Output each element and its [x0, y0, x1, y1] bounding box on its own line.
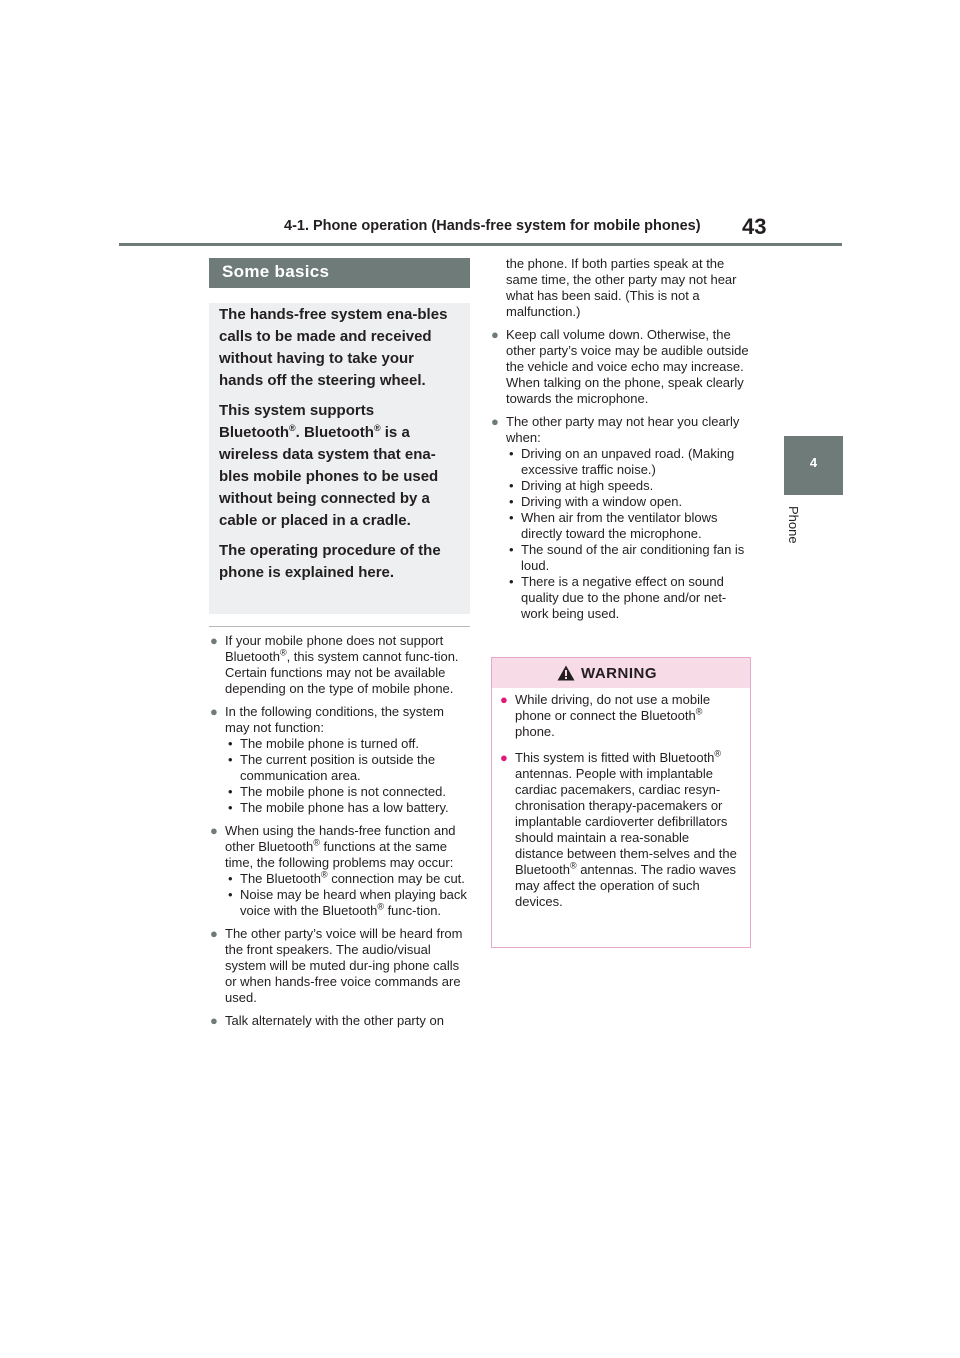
bullet-circle-icon: ●: [210, 1013, 218, 1028]
note-text: the phone. If both parties speak at the same time, the other party may not hear what has been said. (This is not a malfunction.): [506, 256, 737, 319]
note-text: In the following conditions, the system may not function:: [225, 704, 444, 735]
note-sub-item: • The Bluetooth® connection may be cut.: [228, 869, 465, 886]
intro-paragraph: Bluetooth®. Bluetooth® is a wireless data system that ena-bles mobile phones to be used without being connected by a cable or placed in a cradle.: [219, 423, 439, 529]
page-number: 43: [742, 214, 767, 239]
section-title: Some basics: [222, 262, 330, 281]
chapter-tab[interactable]: [784, 436, 843, 495]
note-sub-item: • Driving with a window open.: [509, 494, 683, 509]
note-sub-item: • Noise may be heard when playing back voice with the Bluetooth® func-tion.: [228, 887, 467, 918]
note-sub-item: • The current position is outside the communication area.: [228, 752, 436, 783]
note-item: [491, 327, 753, 407]
warning-title: WARNING: [581, 665, 657, 682]
bullet-circle-icon: ●: [500, 750, 508, 765]
intro-paragraph: The operating procedure of the phone is explained here.: [219, 542, 441, 581]
intro-box: [209, 303, 470, 614]
intro-divider: [209, 626, 470, 627]
note-sub-item: • The mobile phone has a low battery.: [228, 800, 449, 815]
warning-item: [500, 750, 740, 910]
intro-paragraph: The hands-free system ena-bles calls to be made and received without having to take your hands off the steering wheel.: [219, 306, 448, 389]
warning-box: [491, 657, 751, 948]
intro-paragraph: This system supports: [219, 402, 375, 419]
notes-column-right: [491, 256, 753, 629]
note-item: [210, 1013, 472, 1029]
chapter-label: Phone: [786, 506, 801, 544]
warning-item: [500, 692, 740, 740]
note-item: [210, 633, 472, 697]
note-sub-item: • The mobile phone is turned off.: [228, 736, 419, 751]
section-heading-bar: [209, 258, 470, 288]
chapter-number: 4: [809, 455, 818, 470]
bullet-circle-icon: ●: [210, 704, 218, 719]
bullet-circle-icon: ●: [210, 633, 218, 648]
note-sub-item: • There is a negative effect on sound quality due to the phone and/or net-work being used.: [509, 574, 727, 621]
bullet-circle-icon: ●: [491, 327, 499, 342]
warning-triangle-icon: [557, 665, 575, 686]
warning-text: This system is fitted with Bluetooth® antennas. People with implantable cardiac pacemakers, cardiac resyn-chronisation therapy-pacemakers or implantable cardioverter defibrillators should maintain a rea-sonable distance between them-selves and the Bluetooth® antennas. The radio waves may affect the operation of such devices.: [515, 748, 737, 909]
bullet-circle-icon: ●: [500, 692, 508, 707]
warning-header: [492, 658, 750, 688]
bullet-circle-icon: ●: [491, 414, 499, 429]
note-item: [210, 823, 472, 919]
header-divider: [119, 243, 842, 246]
warning-body: [492, 688, 750, 910]
header-section-title: 4-1. Phone operation (Hands-free system for mobile phones): [284, 218, 701, 234]
note-sub-item: • Driving at high speeds.: [509, 478, 654, 493]
note-text: The other party may not hear you clearly when:: [506, 414, 740, 445]
note-text: If your mobile phone does not support Bluetooth®, this system cannot func-tion. Certain functions may not be available depending on the type of mobile phone.: [225, 633, 459, 696]
note-item: [491, 414, 753, 622]
note-item: [210, 704, 472, 816]
bullet-circle-icon: ●: [210, 823, 218, 838]
note-sub-item: • The sound of the air conditioning fan is loud.: [509, 542, 745, 573]
note-sub-item: • The mobile phone is not connected.: [228, 784, 446, 799]
note-sub-item: • Driving on an unpaved road. (Making excessive traffic noise.): [509, 446, 735, 477]
note-continuation: [491, 256, 753, 320]
note-text: Talk alternately with the other party on: [225, 1013, 444, 1028]
bullet-circle-icon: ●: [210, 926, 218, 941]
note-item: [210, 926, 472, 1006]
note-text: Keep call volume down. Otherwise, the other party’s voice may be audible outside the vehicle and voice echo may increase. When talking on the phone, speak clearly towards the microphone.: [506, 327, 749, 406]
notes-column-left: [210, 633, 472, 1036]
note-text: The other party’s voice will be heard from the front speakers. The audio/visual system will be muted dur-ing phone calls or when hands-free voice commands are used.: [225, 926, 463, 1005]
note-text: When using the hands-free function and other Bluetooth® functions at the same time, the following problems may occur:: [225, 823, 456, 870]
warning-text: While driving, do not use a mobile phone or connect the Bluetooth® phone.: [515, 692, 711, 739]
note-sub-item: • When air from the ventilator blows directly toward the microphone.: [509, 510, 718, 541]
